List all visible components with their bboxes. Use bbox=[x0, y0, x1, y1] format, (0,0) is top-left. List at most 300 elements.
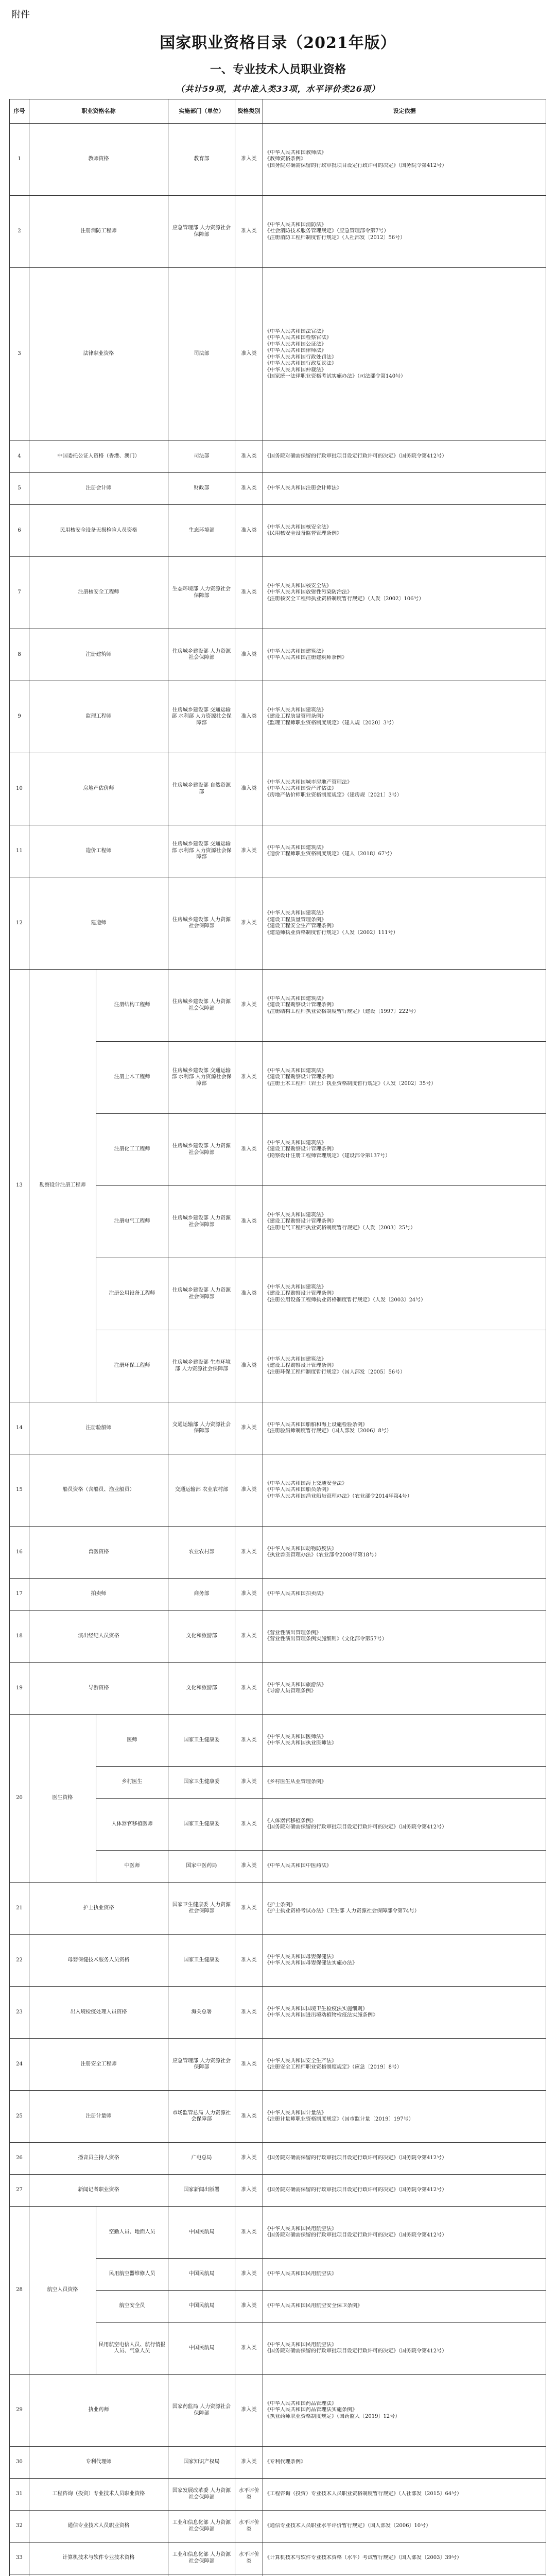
category-cell: 准入类 bbox=[235, 557, 263, 629]
department-cell bbox=[168, 2574, 235, 2576]
qualification-name: 勘察设计注册工程师 bbox=[29, 970, 96, 1402]
basis-line: 《社会消防技术服务管理规定》（应急管理部令第7号） bbox=[265, 228, 389, 234]
qualification-subname: 民用航空电信人员、航行情报人员、气象人员 bbox=[96, 2323, 168, 2375]
category-cell bbox=[235, 2574, 263, 2576]
qualification-name: 法律职业资格 bbox=[29, 268, 168, 441]
basis-cell bbox=[263, 2291, 546, 2323]
category-cell: 准入类 bbox=[235, 1767, 263, 1799]
table-row bbox=[10, 1935, 546, 1987]
table-row bbox=[10, 124, 546, 196]
department-cell: 中国民航局 bbox=[168, 2291, 235, 2323]
basis-cell bbox=[263, 2375, 546, 2447]
qualification-name: 执业药师 bbox=[29, 2375, 168, 2447]
row-number: 9 bbox=[10, 681, 29, 753]
basis-cell bbox=[263, 1579, 546, 1611]
category-cell: 准入类 bbox=[235, 2291, 263, 2323]
header-number: 序号 bbox=[10, 99, 29, 124]
qualification-table bbox=[9, 99, 546, 2576]
basis-cell bbox=[263, 2543, 546, 2574]
basis-line: 《中华人民共和国法官法》 bbox=[265, 328, 326, 334]
department-cell: 住房城乡建设部 人力资源社会保障部 bbox=[168, 877, 235, 970]
basis-line: 《专利代理条例》 bbox=[265, 2459, 306, 2465]
basis-line: 《注册土木工程师（岩土）执业资格制度暂行规定》（人发〔2002〕35号） bbox=[265, 1080, 437, 1087]
department-cell: 住房城乡建设部 人力资源社会保障部 bbox=[168, 1114, 235, 1186]
basis-cell bbox=[263, 1715, 546, 1767]
department-cell: 商务部 bbox=[168, 1579, 235, 1611]
row-number: 28 bbox=[10, 2207, 29, 2375]
row-number: 30 bbox=[10, 2447, 29, 2479]
category-cell: 准入类 bbox=[235, 1114, 263, 1186]
table-row bbox=[10, 825, 546, 877]
basis-cell bbox=[263, 681, 546, 753]
category-cell: 准入类 bbox=[235, 124, 263, 196]
category-cell: 准入类 bbox=[235, 1330, 263, 1402]
row-number: 23 bbox=[10, 1987, 29, 2039]
basis-line: 《中华人民共和国进出境动植物检疫法实施条例》 bbox=[265, 2012, 378, 2018]
department-cell: 国家卫生健康委 bbox=[168, 1935, 235, 1987]
row-number: 27 bbox=[10, 2175, 29, 2207]
row-number: 5 bbox=[10, 473, 29, 505]
category-cell: 水平评价类 bbox=[235, 2511, 263, 2543]
basis-cell bbox=[263, 557, 546, 629]
qualification-name: 注册会计师 bbox=[29, 473, 168, 505]
category-cell: 准入类 bbox=[235, 825, 263, 877]
table-row bbox=[10, 2543, 546, 2574]
table-row bbox=[10, 753, 546, 825]
department-cell: 司法部 bbox=[168, 268, 235, 441]
department-cell: 生态环境部 人力资源社会保障部 bbox=[168, 557, 235, 629]
table-row bbox=[10, 2479, 546, 2511]
qualification-name: 母婴保健技术服务人员资格 bbox=[29, 1935, 168, 1987]
basis-cell bbox=[263, 1454, 546, 1527]
basis-line: 《国务院对确需保留的行政审批项目设定行政许可的决定》（国务院令第412号） bbox=[265, 162, 447, 168]
basis-line: 《中华人民共和国药品管理法》 bbox=[265, 2400, 337, 2406]
qualification-name: 注册安全工程师 bbox=[29, 2039, 168, 2091]
qualification-name: 注册核安全工程师 bbox=[29, 557, 168, 629]
qualification-subname: 民用航空器维修人员 bbox=[96, 2259, 168, 2291]
basis-line: 《国务院对确需保留的行政审批项目设定行政许可的决定》（国务院令第412号） bbox=[265, 2155, 447, 2161]
qualification-name: 教师资格 bbox=[29, 124, 168, 196]
department-cell: 住房城乡建设部 交通运输部 水利部 人力资源社会保障部 bbox=[168, 825, 235, 877]
basis-cell bbox=[263, 124, 546, 196]
qualification-name: 民用核安全设备无损检验人员资格 bbox=[29, 505, 168, 557]
basis-line: 《监理工程师职业资格制度规定》（建人规〔2020〕3号） bbox=[265, 720, 397, 726]
basis-line: 《注册消防工程师制度暂行规定》（人社部发〔2012〕56号） bbox=[265, 234, 406, 241]
department-cell: 应急管理部 人力资源社会保障部 bbox=[168, 196, 235, 268]
department-cell: 国家中医药局 bbox=[168, 1851, 235, 1883]
department-cell: 住房城乡建设部 生态环境部 人力资源社会保障部 bbox=[168, 1330, 235, 1402]
department-cell: 住房城乡建设部 交通运输部 水利部 人力资源社会保障部 bbox=[168, 681, 235, 753]
category-cell: 准入类 bbox=[235, 2323, 263, 2375]
basis-line: 《中华人民共和国建筑法》 bbox=[265, 707, 326, 713]
basis-line: 《中华人民共和国执业医师法》 bbox=[265, 1740, 337, 1746]
qualification-subname: 医师 bbox=[96, 1715, 168, 1767]
basis-line: 《执业药师职业资格制度规定》（国药监人〔2019〕12号） bbox=[265, 2413, 401, 2419]
row-number: 18 bbox=[10, 1611, 29, 1663]
basis-line: 《护士执业资格考试办法》（卫生部 人力资源社会保障部令第74号） bbox=[265, 1908, 420, 1914]
basis-line: 《中华人民共和国母婴保健法》 bbox=[265, 1954, 337, 1960]
basis-cell bbox=[263, 1330, 546, 1402]
basis-cell bbox=[263, 441, 546, 473]
department-cell: 中国民航局 bbox=[168, 2259, 235, 2291]
department-cell: 司法部 bbox=[168, 441, 235, 473]
row-number: 2 bbox=[10, 196, 29, 268]
basis-line: 《注册公用设备工程师执业资格制度暂行规定》（人发〔2003〕24号） bbox=[265, 1297, 426, 1303]
basis-cell bbox=[263, 1663, 546, 1715]
category-cell: 准入类 bbox=[235, 1987, 263, 2039]
basis-line: 《中华人民共和国民用航空法》 bbox=[265, 2342, 337, 2348]
qualification-subname: 人体器官移植医师 bbox=[96, 1799, 168, 1851]
basis-cell bbox=[263, 1114, 546, 1186]
qualification-subname: 注册化工工程师 bbox=[96, 1114, 168, 1186]
row-number: 25 bbox=[10, 2091, 29, 2143]
header-basis: 设定依据 bbox=[263, 99, 546, 124]
department-cell: 工业和信息化部 人力资源社会保障部 bbox=[168, 2511, 235, 2543]
qualification-name: 计算机技术与软件专业技术资格 bbox=[29, 2543, 168, 2574]
basis-line: 《中华人民共和国检察官法》 bbox=[265, 335, 332, 341]
basis-line: 《中华人民共和国动物防疫法》 bbox=[265, 1546, 337, 1552]
row-number: 19 bbox=[10, 1663, 29, 1715]
department-cell: 中国民航局 bbox=[168, 2207, 235, 2259]
qualification-name: 建造师 bbox=[29, 877, 168, 970]
basis-cell bbox=[263, 196, 546, 268]
basis-line: 《中华人民共和国计量法》 bbox=[265, 2110, 326, 2116]
department-cell: 应急管理部 人力资源社会保障部 bbox=[168, 2039, 235, 2091]
basis-line: 《国务院对确需保留的行政审批项目设定行政许可的决定》（国务院令第412号） bbox=[265, 2232, 447, 2238]
basis-cell bbox=[263, 825, 546, 877]
basis-cell bbox=[263, 2574, 546, 2576]
basis-line: 《建设工程勘察设计管理条例》 bbox=[265, 1291, 337, 1297]
basis-line: 《中华人民共和国民用航空安全保卫条例》 bbox=[265, 2303, 362, 2309]
basis-line: 《建设工程质量管理条例》 bbox=[265, 917, 326, 923]
basis-line: 《建设工程勘察设计管理条例》 bbox=[265, 1363, 337, 1369]
category-cell: 准入类 bbox=[235, 1527, 263, 1579]
category-cell: 水平评价类 bbox=[235, 2543, 263, 2574]
department-cell: 文化和旅游部 bbox=[168, 1663, 235, 1715]
basis-line: 《中华人民共和国建筑法》 bbox=[265, 1284, 326, 1290]
table-row bbox=[10, 2091, 546, 2143]
category-cell: 准入类 bbox=[235, 196, 263, 268]
basis-line: 《建设工程勘察设计管理条例》 bbox=[265, 1074, 337, 1080]
table-row bbox=[10, 1611, 546, 1663]
basis-line: 《国务院对确需保留的行政审批项目设定行政许可的决定》（国务院令第412号） bbox=[265, 1824, 447, 1830]
qualification-name: 注册建筑师 bbox=[29, 629, 168, 681]
category-cell: 准入类 bbox=[235, 970, 263, 1042]
basis-line: 《建造师执业资格制度暂行规定》（人发〔2002〕111号） bbox=[265, 929, 398, 936]
table-row bbox=[10, 2447, 546, 2479]
qualification-subname: 注册公用设备工程师 bbox=[96, 1258, 168, 1330]
table-row bbox=[10, 2175, 546, 2207]
basis-cell bbox=[263, 970, 546, 1042]
table-row bbox=[10, 1883, 546, 1935]
table-row bbox=[10, 268, 546, 441]
qualification-name: 工程咨询（投资）专业技术人员职业资格 bbox=[29, 2479, 168, 2511]
category-cell: 准入类 bbox=[235, 1663, 263, 1715]
category-cell: 准入类 bbox=[235, 473, 263, 505]
basis-line: 《注册环保工程师制度暂行规定》（国人部发〔2005〕56号） bbox=[265, 1369, 406, 1375]
basis-line: 《国家统一法律职业资格考试实施办法》（司法部令第140号） bbox=[265, 374, 406, 379]
basis-cell bbox=[263, 1767, 546, 1799]
basis-line: 《营业性演出管理条例》 bbox=[265, 1630, 321, 1636]
basis-line: 《注册安全工程师职业资格制度规定》（应急〔2019〕8号） bbox=[265, 2064, 402, 2070]
category-cell: 准入类 bbox=[235, 1579, 263, 1611]
department-cell: 教育部 bbox=[168, 124, 235, 196]
section-summary: （共计59项，其中准入类33项，水平评价类26项） bbox=[176, 84, 380, 94]
basis-line: 《中华人民共和国城市房地产管理法》 bbox=[265, 779, 352, 785]
qualification-subname: 注册土木工程师 bbox=[96, 1042, 168, 1114]
basis-line: 《中华人民共和国注册建筑师条例》 bbox=[265, 655, 347, 660]
department-cell: 海关总署 bbox=[168, 1987, 235, 2039]
basis-cell bbox=[263, 1258, 546, 1330]
department-cell: 国家药监局 人力资源社会保障部 bbox=[168, 2375, 235, 2447]
basis-line: 《中华人民共和国民用航空法》 bbox=[265, 2271, 337, 2277]
department-cell: 交通运输部 农业农村部 bbox=[168, 1454, 235, 1527]
basis-line: 《护士条例》 bbox=[265, 1902, 296, 1908]
basis-line: 《中华人民共和国拍卖法》 bbox=[265, 1591, 326, 1597]
basis-line: 《中华人民共和国旅游法》 bbox=[265, 1682, 326, 1688]
basis-line: 《中华人民共和国建筑法》 bbox=[265, 1140, 326, 1146]
qualification-name bbox=[29, 2574, 168, 2576]
table-row bbox=[10, 877, 546, 970]
basis-line: 《注册核安全工程师执业资格制度暂行规定》（人发〔2002〕106号） bbox=[265, 596, 424, 602]
category-cell: 准入类 bbox=[235, 2175, 263, 2207]
basis-line: 《注册电气工程师执业资格制度暂行规定》（人发〔2003〕25号） bbox=[265, 1225, 416, 1231]
department-cell: 文化和旅游部 bbox=[168, 1611, 235, 1663]
basis-line: 《中华人民共和国建筑法》 bbox=[265, 1212, 326, 1218]
basis-cell bbox=[263, 1611, 546, 1663]
category-cell: 准入类 bbox=[235, 1186, 263, 1258]
department-cell: 市场监管总局 人力资源社会保障部 bbox=[168, 2091, 235, 2143]
header-qualification-name: 职业资格名称 bbox=[29, 99, 168, 124]
qualification-name: 导游资格 bbox=[29, 1663, 168, 1715]
basis-line: 《中华人民共和国注册会计师法》 bbox=[265, 485, 342, 492]
table-row bbox=[10, 2207, 546, 2259]
basis-line: 《中华人民共和国放射性污染防治法》 bbox=[265, 589, 352, 596]
row-number: 1 bbox=[10, 124, 29, 196]
category-cell: 准入类 bbox=[235, 753, 263, 825]
table-row bbox=[10, 2511, 546, 2543]
qualification-name: 注册消防工程师 bbox=[29, 196, 168, 268]
basis-cell bbox=[263, 1402, 546, 1454]
table-row bbox=[10, 1402, 546, 1454]
basis-line: 《中华人民共和国安全生产法》 bbox=[265, 2058, 337, 2064]
basis-line: 《中华人民共和国国境卫生检疫法实施细则》 bbox=[265, 2006, 368, 2012]
basis-cell bbox=[263, 2175, 546, 2207]
department-cell: 国家卫生健康委 bbox=[168, 1799, 235, 1851]
row-number: 24 bbox=[10, 2039, 29, 2091]
basis-line: 《建设工程勘察设计管理条例》 bbox=[265, 1218, 337, 1225]
department-cell: 财政部 bbox=[168, 473, 235, 505]
category-cell: 准入类 bbox=[235, 2039, 263, 2091]
basis-line: 《中华人民共和国母婴保健法实施办法》 bbox=[265, 1960, 357, 1966]
row-number: 7 bbox=[10, 557, 29, 629]
qualification-subname: 乡村医生 bbox=[96, 1767, 168, 1799]
row-number: 14 bbox=[10, 1402, 29, 1454]
category-cell: 准入类 bbox=[235, 1935, 263, 1987]
basis-line: 《中华人民共和国建筑法》 bbox=[265, 1067, 326, 1074]
basis-line: 《中华人民共和国律师法》 bbox=[265, 348, 326, 353]
qualification-name: 兽医资格 bbox=[29, 1527, 168, 1579]
table-header-row bbox=[10, 99, 546, 124]
category-cell: 准入类 bbox=[235, 681, 263, 753]
basis-cell bbox=[263, 2207, 546, 2259]
qualification-subname: 空勤人员、地面人员 bbox=[96, 2207, 168, 2259]
basis-cell bbox=[263, 877, 546, 970]
category-cell: 准入类 bbox=[235, 1611, 263, 1663]
category-cell: 准入类 bbox=[235, 2259, 263, 2291]
header-department: 实施部门（单位） bbox=[168, 99, 235, 124]
page-title: 国家职业资格目录（2021年版） bbox=[160, 34, 396, 52]
qualification-name: 新闻记者职业资格 bbox=[29, 2175, 168, 2207]
basis-cell bbox=[263, 2479, 546, 2511]
basis-line: 《中华人民共和国行政处罚法》 bbox=[265, 354, 337, 360]
basis-line: 《建设工程勘察设计管理条例》 bbox=[265, 1146, 337, 1153]
table-row bbox=[10, 1454, 546, 1527]
basis-line: 《中华人民共和国消防法》 bbox=[265, 222, 326, 228]
basis-cell bbox=[263, 2447, 546, 2479]
basis-cell bbox=[263, 1799, 546, 1851]
category-cell: 准入类 bbox=[235, 1799, 263, 1851]
table-row bbox=[10, 2574, 546, 2576]
table-row bbox=[10, 2375, 546, 2447]
qualification-name: 注册计量师 bbox=[29, 2091, 168, 2143]
basis-line: 《建设工程勘察设计管理条例》 bbox=[265, 1002, 337, 1008]
category-cell: 水平评价类 bbox=[235, 2479, 263, 2511]
header-category: 资格类别 bbox=[235, 99, 263, 124]
category-cell: 准入类 bbox=[235, 2375, 263, 2447]
basis-line: 《执业兽医管理办法》（农业部令2008年第18号） bbox=[265, 1552, 380, 1558]
row-number: 26 bbox=[10, 2143, 29, 2175]
table-row bbox=[10, 681, 546, 753]
basis-cell bbox=[263, 2091, 546, 2143]
basis-line: 《中华人民共和国核安全法》 bbox=[265, 524, 332, 530]
table-row bbox=[10, 196, 546, 268]
department-cell: 国家卫生健康委 bbox=[168, 1715, 235, 1767]
category-cell: 准入类 bbox=[235, 2143, 263, 2175]
basis-line: 《勘察设计注册工程师管理规定》（建设部令第137号） bbox=[265, 1153, 391, 1159]
basis-cell bbox=[263, 1527, 546, 1579]
qualification-name: 房地产估价师 bbox=[29, 753, 168, 825]
table-row bbox=[10, 505, 546, 557]
qualification-name: 航空人员资格 bbox=[29, 2207, 96, 2375]
category-cell: 准入类 bbox=[235, 441, 263, 473]
qualification-name: 演出经纪人员资格 bbox=[29, 1611, 168, 1663]
basis-line: 《中华人民共和国船舶和海上设施检验条例》 bbox=[265, 1421, 368, 1428]
qualification-name: 出入境检疫处理人员资格 bbox=[29, 1987, 168, 2039]
category-cell: 准入类 bbox=[235, 1715, 263, 1767]
basis-cell bbox=[263, 1851, 546, 1883]
qualification-name: 监理工程师 bbox=[29, 681, 168, 753]
category-cell: 准入类 bbox=[235, 1258, 263, 1330]
basis-cell bbox=[263, 2039, 546, 2091]
table-row bbox=[10, 1715, 546, 1767]
category-cell: 准入类 bbox=[235, 268, 263, 441]
category-cell: 准入类 bbox=[235, 1042, 263, 1114]
table-row bbox=[10, 1579, 546, 1611]
department-cell: 国家知识产权局 bbox=[168, 2447, 235, 2479]
department-cell: 工业和信息化部 人力资源社会保障部 bbox=[168, 2543, 235, 2574]
basis-line: 《中华人民共和国教师法》 bbox=[265, 149, 326, 156]
category-cell: 准入类 bbox=[235, 877, 263, 970]
basis-line: 《中华人民共和国中医药法》 bbox=[265, 1863, 332, 1869]
qualification-name: 造价工程师 bbox=[29, 825, 168, 877]
qualification-name: 拍卖师 bbox=[29, 1579, 168, 1611]
table-row bbox=[10, 2143, 546, 2175]
basis-line: 《中华人民共和国民用航空法》 bbox=[265, 2226, 337, 2232]
table-row bbox=[10, 441, 546, 473]
row-number: 16 bbox=[10, 1527, 29, 1579]
qualification-name: 中国委托公证人资格（香港、澳门） bbox=[29, 441, 168, 473]
department-cell: 广电总局 bbox=[168, 2143, 235, 2175]
department-cell: 住房城乡建设部 人力资源社会保障部 bbox=[168, 1258, 235, 1330]
basis-line: 《中华人民共和国建筑法》 bbox=[265, 648, 326, 654]
row-number: 22 bbox=[10, 1935, 29, 1987]
table-body bbox=[10, 124, 546, 2576]
category-cell: 准入类 bbox=[235, 505, 263, 557]
basis-line: 《中华人民共和国建筑法》 bbox=[265, 995, 326, 1002]
basis-line: 《中华人民共和国医师法》 bbox=[265, 1734, 326, 1740]
qualification-subname: 注册环保工程师 bbox=[96, 1330, 168, 1402]
basis-cell bbox=[263, 2511, 546, 2543]
table-row bbox=[10, 557, 546, 629]
category-cell: 准入类 bbox=[235, 1402, 263, 1454]
basis-line: 《中华人民共和国船员条例》 bbox=[265, 1487, 332, 1493]
row-number: 4 bbox=[10, 441, 29, 473]
basis-line: 《民用核安全设备监督管理条例》 bbox=[265, 531, 342, 536]
basis-line: 《建设工程安全生产管理条例》 bbox=[265, 923, 337, 929]
basis-cell bbox=[263, 268, 546, 441]
basis-cell bbox=[263, 629, 546, 681]
row-number: 12 bbox=[10, 877, 29, 970]
department-cell: 交通运输部 人力资源社会保障部 bbox=[168, 1402, 235, 1454]
department-cell: 住房城乡建设部 人力资源社会保障部 bbox=[168, 629, 235, 681]
department-cell: 生态环境部 bbox=[168, 505, 235, 557]
basis-line: 《中华人民共和国建筑法》 bbox=[265, 910, 326, 916]
department-cell: 国家新闻出版署 bbox=[168, 2175, 235, 2207]
row-number: 17 bbox=[10, 1579, 29, 1611]
basis-line: 《中华人民共和国海上交通安全法》 bbox=[265, 1480, 347, 1486]
basis-line: 《建设工程质量管理条例》 bbox=[265, 714, 326, 720]
basis-line: 《中华人民共和国建筑法》 bbox=[265, 1356, 326, 1362]
table-row bbox=[10, 1527, 546, 1579]
qualification-name: 播音员主持人资格 bbox=[29, 2143, 168, 2175]
basis-cell bbox=[263, 1935, 546, 1987]
attachment-label: 附件 bbox=[11, 9, 30, 20]
qualification-subname: 注册电气工程师 bbox=[96, 1186, 168, 1258]
row-number: 10 bbox=[10, 753, 29, 825]
basis-cell bbox=[263, 1883, 546, 1935]
department-cell: 住房城乡建设部 交通运输部 水利部 人力资源社会保障部 bbox=[168, 1042, 235, 1114]
category-cell: 准入类 bbox=[235, 2447, 263, 2479]
basis-cell bbox=[263, 2143, 546, 2175]
row-number: 29 bbox=[10, 2375, 29, 2447]
department-cell: 国家卫生健康委 bbox=[168, 1767, 235, 1799]
row-number: 8 bbox=[10, 629, 29, 681]
row-number: 3 bbox=[10, 268, 29, 441]
basis-line: 《中华人民共和国建筑法》 bbox=[265, 844, 326, 851]
section-title: 一、专业技术人员职业资格 bbox=[210, 63, 346, 76]
basis-line: 《注册验船师制度暂行规定》（国人部发〔2006〕8号） bbox=[265, 1428, 392, 1434]
row-number: 33 bbox=[10, 2543, 29, 2574]
table-row bbox=[10, 629, 546, 681]
basis-cell bbox=[263, 1987, 546, 2039]
category-cell: 准入类 bbox=[235, 1883, 263, 1935]
category-cell: 准入类 bbox=[235, 1851, 263, 1883]
row-number: 32 bbox=[10, 2511, 29, 2543]
table-row bbox=[10, 1663, 546, 1715]
table-row bbox=[10, 2039, 546, 2091]
department-cell: 国家发展改革委 人力资源社会保障部 bbox=[168, 2479, 235, 2511]
